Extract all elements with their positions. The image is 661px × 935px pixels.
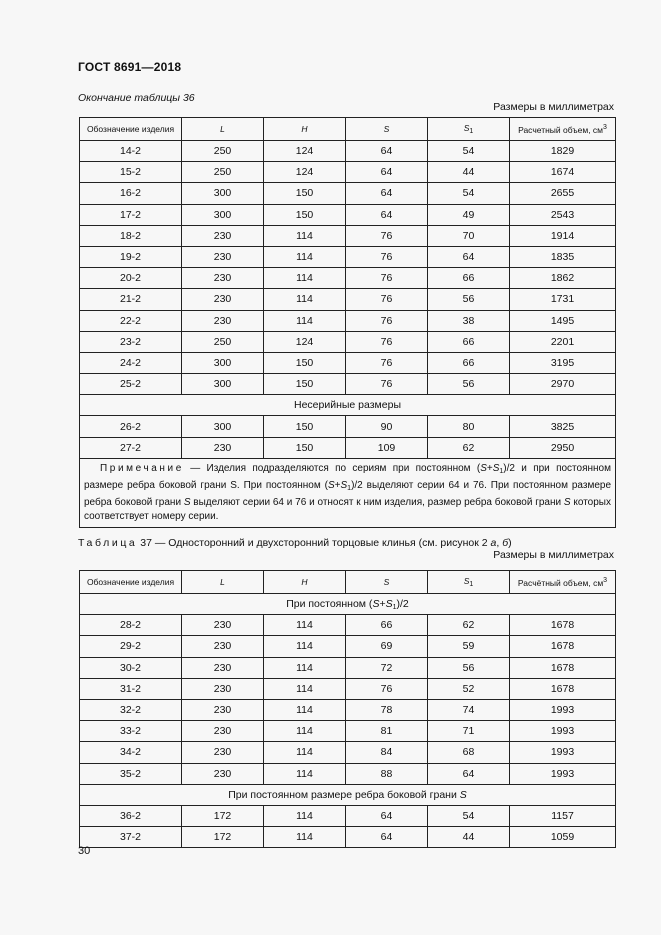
table-row xyxy=(80,246,616,267)
cell-S1: 56 xyxy=(428,289,510,310)
cell-H: 114 xyxy=(264,268,346,289)
cell-L: 230 xyxy=(182,657,264,678)
note-label: Примечание xyxy=(100,462,184,474)
cell-S: 78 xyxy=(346,699,428,720)
document-title: ГОСТ 8691—2018 xyxy=(78,60,182,74)
cell-L: 230 xyxy=(182,268,264,289)
cell-H: 114 xyxy=(264,615,346,636)
cell-H: 114 xyxy=(264,225,346,246)
table-row xyxy=(80,204,616,225)
table36-caption: Окончание таблицы 36 xyxy=(78,92,195,104)
table37-header-row xyxy=(80,571,616,594)
table36-units: Размеры в миллиметрах xyxy=(493,101,614,113)
cell-L: 300 xyxy=(182,352,264,373)
cell-designation: 15-2 xyxy=(80,162,182,183)
cell-volume: 2655 xyxy=(510,183,616,204)
cell-S: 76 xyxy=(346,289,428,310)
col-header-H: H xyxy=(264,118,346,141)
cell-H: 114 xyxy=(264,246,346,267)
cell-designation: 25-2 xyxy=(80,374,182,395)
cell-S1: 54 xyxy=(428,183,510,204)
cell-S: 64 xyxy=(346,183,428,204)
cell-L: 172 xyxy=(182,805,264,826)
cell-L: 300 xyxy=(182,416,264,437)
table37-units: Размеры в миллиметрах xyxy=(493,549,614,561)
table-row xyxy=(80,416,616,437)
table-row xyxy=(80,289,616,310)
cell-designation: 23-2 xyxy=(80,331,182,352)
cell-L: 230 xyxy=(182,742,264,763)
section-label: Несерийные размеры xyxy=(80,395,616,416)
col-header-H: H xyxy=(264,571,346,594)
table-row xyxy=(80,437,616,458)
cell-S1: 66 xyxy=(428,268,510,289)
table-row xyxy=(80,742,616,763)
cell-L: 250 xyxy=(182,331,264,352)
table37-caption: Таблица 37 — Односторонний и двухсторонний торцовые клинья (см. рисунок 2 а, б) xyxy=(78,537,512,549)
cell-S1: 54 xyxy=(428,141,510,162)
cell-H: 114 xyxy=(264,636,346,657)
cell-designation: 35-2 xyxy=(80,763,182,784)
cell-S1: 70 xyxy=(428,225,510,246)
cell-S: 64 xyxy=(346,162,428,183)
cell-volume: 3195 xyxy=(510,352,616,373)
cell-volume: 2543 xyxy=(510,204,616,225)
col-header-S1: $S_1$ xyxy=(428,118,510,141)
table37-section1-row xyxy=(80,594,616,615)
cell-volume: 1678 xyxy=(510,615,616,636)
cell-volume: 1495 xyxy=(510,310,616,331)
cell-designation: 34-2 xyxy=(80,742,182,763)
cell-S: 69 xyxy=(346,636,428,657)
cell-volume: 1059 xyxy=(510,827,616,848)
cell-H: 150 xyxy=(264,183,346,204)
cell-S: 76 xyxy=(346,268,428,289)
cell-designation: 21-2 xyxy=(80,289,182,310)
cell-S1: 62 xyxy=(428,437,510,458)
table37-section2-row xyxy=(80,784,616,805)
cell-volume: 1678 xyxy=(510,657,616,678)
cell-H: 124 xyxy=(264,331,346,352)
section-label: При постоянном размере ребра боковой грани S xyxy=(80,784,616,805)
cell-S: 64 xyxy=(346,805,428,826)
cell-volume: 1993 xyxy=(510,763,616,784)
cell-volume: 1731 xyxy=(510,289,616,310)
cell-L: 300 xyxy=(182,183,264,204)
cell-volume: 1829 xyxy=(510,141,616,162)
table-row xyxy=(80,310,616,331)
cell-L: 230 xyxy=(182,763,264,784)
cell-S1: 64 xyxy=(428,246,510,267)
cell-S1: 52 xyxy=(428,678,510,699)
cell-S1: 49 xyxy=(428,204,510,225)
cell-S: 81 xyxy=(346,721,428,742)
cell-H: 114 xyxy=(264,805,346,826)
cell-H: 114 xyxy=(264,827,346,848)
cell-S1: 56 xyxy=(428,657,510,678)
cell-H: 150 xyxy=(264,352,346,373)
table-row xyxy=(80,331,616,352)
cell-L: 250 xyxy=(182,162,264,183)
cell-S1: 80 xyxy=(428,416,510,437)
table-row xyxy=(80,763,616,784)
cell-volume: 1993 xyxy=(510,699,616,720)
table-row xyxy=(80,183,616,204)
cell-H: 150 xyxy=(264,204,346,225)
cell-designation: 20-2 xyxy=(80,268,182,289)
table-row xyxy=(80,374,616,395)
cell-designation: 27-2 xyxy=(80,437,182,458)
cell-H: 114 xyxy=(264,699,346,720)
page-number: 30 xyxy=(78,845,91,857)
cell-S1: 68 xyxy=(428,742,510,763)
section-label: При постоянном $(S+S_1)/2$ xyxy=(80,594,616,615)
table36-section-row xyxy=(80,395,616,416)
cell-H: 114 xyxy=(264,678,346,699)
cell-S1: 56 xyxy=(428,374,510,395)
table-row xyxy=(80,352,616,373)
cell-S1: 62 xyxy=(428,615,510,636)
cell-S1: 74 xyxy=(428,699,510,720)
cell-volume: 2201 xyxy=(510,331,616,352)
cell-S: 84 xyxy=(346,742,428,763)
cell-H: 124 xyxy=(264,141,346,162)
col-header-volume: Расчетный объем, $см^3$ xyxy=(510,118,616,141)
cell-volume: 2950 xyxy=(510,437,616,458)
col-header-L: L xyxy=(182,571,264,594)
cell-S: 64 xyxy=(346,204,428,225)
cell-S1: 71 xyxy=(428,721,510,742)
cell-volume: 1862 xyxy=(510,268,616,289)
cell-S1: 44 xyxy=(428,162,510,183)
table-row xyxy=(80,225,616,246)
cell-S: 76 xyxy=(346,678,428,699)
cell-S: 64 xyxy=(346,141,428,162)
table-row xyxy=(80,615,616,636)
cell-H: 150 xyxy=(264,374,346,395)
cell-L: 230 xyxy=(182,699,264,720)
table-36 xyxy=(79,117,616,528)
table-row xyxy=(80,162,616,183)
table-row xyxy=(80,827,616,848)
cell-L: 230 xyxy=(182,310,264,331)
cell-H: 114 xyxy=(264,763,346,784)
cell-S: 76 xyxy=(346,352,428,373)
cell-volume: 1678 xyxy=(510,678,616,699)
cell-volume: 1157 xyxy=(510,805,616,826)
cell-L: 230 xyxy=(182,225,264,246)
cell-H: 114 xyxy=(264,310,346,331)
table36-header-row xyxy=(80,118,616,141)
col-header-designation: Обозначение изделия xyxy=(80,118,182,141)
col-header-S: S xyxy=(346,118,428,141)
cell-S: 76 xyxy=(346,246,428,267)
cell-L: 172 xyxy=(182,827,264,848)
table-row xyxy=(80,678,616,699)
cell-designation: 37-2 xyxy=(80,827,182,848)
cell-designation: 18-2 xyxy=(80,225,182,246)
cell-designation: 19-2 xyxy=(80,246,182,267)
col-header-L: L xyxy=(182,118,264,141)
cell-designation: 31-2 xyxy=(80,678,182,699)
cell-volume: 2970 xyxy=(510,374,616,395)
cell-volume: 1835 xyxy=(510,246,616,267)
cell-H: 124 xyxy=(264,162,346,183)
cell-H: 150 xyxy=(264,416,346,437)
cell-S: 76 xyxy=(346,374,428,395)
cell-S1: 59 xyxy=(428,636,510,657)
cell-S1: 54 xyxy=(428,805,510,826)
cell-L: 230 xyxy=(182,678,264,699)
table-row xyxy=(80,636,616,657)
cell-S1: 44 xyxy=(428,827,510,848)
table36-note: Примечание — Изделия подразделяются по сериям при постоянном $(S+S_1)/2$ и при постоянном размере ребра боковой грани S. При постоянном $(S+S_1)/2$ выделяют серии 64 и 76. При постоянном размере ребра боковой грани S выделяют серии 64 и 76 и относят к ним изделия, размер ребра боковой грани S которых соответствует номеру серии. xyxy=(80,458,616,527)
cell-volume: 1993 xyxy=(510,742,616,763)
cell-S1: 66 xyxy=(428,331,510,352)
cell-designation: 28-2 xyxy=(80,615,182,636)
cell-S1: 66 xyxy=(428,352,510,373)
cell-H: 114 xyxy=(264,742,346,763)
cell-designation: 32-2 xyxy=(80,699,182,720)
table-row xyxy=(80,721,616,742)
table-row xyxy=(80,805,616,826)
cell-S: 109 xyxy=(346,437,428,458)
cell-S: 88 xyxy=(346,763,428,784)
table-row xyxy=(80,141,616,162)
col-header-S1: $S_1$ xyxy=(428,571,510,594)
cell-L: 230 xyxy=(182,246,264,267)
cell-S: 76 xyxy=(346,310,428,331)
cell-volume: 3825 xyxy=(510,416,616,437)
cell-S: 66 xyxy=(346,615,428,636)
cell-designation: 29-2 xyxy=(80,636,182,657)
cell-designation: 17-2 xyxy=(80,204,182,225)
cell-H: 150 xyxy=(264,437,346,458)
cell-S: 72 xyxy=(346,657,428,678)
cell-L: 230 xyxy=(182,615,264,636)
cell-S1: 64 xyxy=(428,763,510,784)
col-header-volume: Расчётный объем, $см^3$ xyxy=(510,571,616,594)
col-header-designation: Обозначение изделия xyxy=(80,571,182,594)
cell-volume: 1914 xyxy=(510,225,616,246)
table-row xyxy=(80,268,616,289)
cell-H: 114 xyxy=(264,657,346,678)
cell-designation: 26-2 xyxy=(80,416,182,437)
cell-S: 76 xyxy=(346,225,428,246)
table-37 xyxy=(79,570,616,848)
cell-L: 230 xyxy=(182,289,264,310)
cell-volume: 1678 xyxy=(510,636,616,657)
table-row xyxy=(80,699,616,720)
table-row xyxy=(80,657,616,678)
cell-designation: 22-2 xyxy=(80,310,182,331)
cell-S: 76 xyxy=(346,331,428,352)
cell-volume: 1993 xyxy=(510,721,616,742)
cell-S: 64 xyxy=(346,827,428,848)
cell-designation: 30-2 xyxy=(80,657,182,678)
cell-L: 230 xyxy=(182,721,264,742)
cell-L: 230 xyxy=(182,636,264,657)
cell-designation: 33-2 xyxy=(80,721,182,742)
cell-H: 114 xyxy=(264,289,346,310)
cell-L: 300 xyxy=(182,374,264,395)
cell-L: 250 xyxy=(182,141,264,162)
cell-L: 300 xyxy=(182,204,264,225)
col-header-S: S xyxy=(346,571,428,594)
cell-volume: 1674 xyxy=(510,162,616,183)
cell-S: 90 xyxy=(346,416,428,437)
cell-S1: 38 xyxy=(428,310,510,331)
cell-designation: 14-2 xyxy=(80,141,182,162)
cell-L: 230 xyxy=(182,437,264,458)
cell-designation: 36-2 xyxy=(80,805,182,826)
cell-designation: 24-2 xyxy=(80,352,182,373)
cell-designation: 16-2 xyxy=(80,183,182,204)
cell-H: 114 xyxy=(264,721,346,742)
table36-note-row xyxy=(80,458,616,527)
